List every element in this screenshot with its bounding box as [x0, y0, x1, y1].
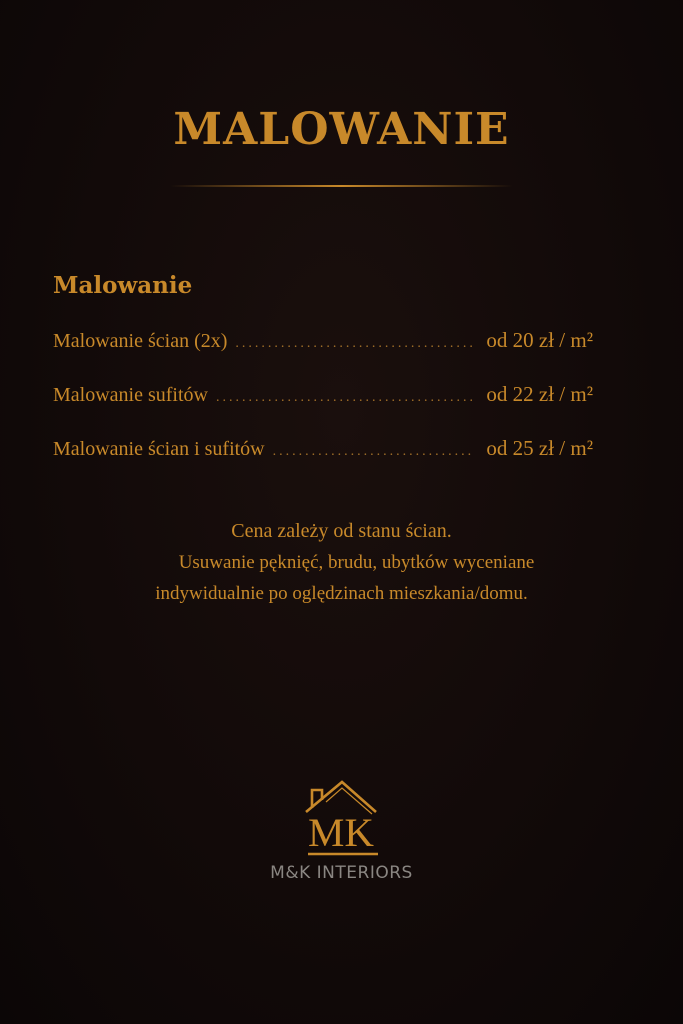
- price-row-walls: [53, 328, 593, 358]
- note-line: Usuwanie pęknięć, brudu, ubytków wyceniane: [178, 552, 535, 573]
- page-title: MALOWANIE: [173, 104, 510, 155]
- price-item-value: od 25 zł / m²: [486, 436, 593, 460]
- pricing-note: [20, 516, 663, 609]
- price-row-walls-and-ceilings: [53, 436, 593, 466]
- note-line: Cena zależy od stanu ścian.: [231, 520, 452, 542]
- price-item-value: od 22 zł / m²: [486, 382, 593, 406]
- price-list: [53, 328, 593, 490]
- logo-letters: MK: [308, 810, 375, 855]
- note-line: indywidualnie po oględzinach mieszkania/domu.: [155, 583, 528, 604]
- price-item-name: Malowanie ścian i sufitów: [53, 438, 265, 460]
- title-divider: [170, 185, 513, 187]
- price-item-name: Malowanie sufitów: [53, 384, 208, 406]
- dot-leader: [216, 390, 472, 406]
- brand-name: M&K INTERIORS: [270, 863, 413, 883]
- house-roof-logo-icon: [300, 780, 382, 858]
- price-item-value: od 20 zł / m²: [486, 328, 593, 352]
- price-row-ceilings: [53, 382, 593, 412]
- dot-leader: [273, 444, 473, 460]
- section-heading: Malowanie: [53, 272, 193, 299]
- dot-leader: [235, 336, 472, 352]
- price-item-name: Malowanie ścian (2x): [53, 330, 228, 352]
